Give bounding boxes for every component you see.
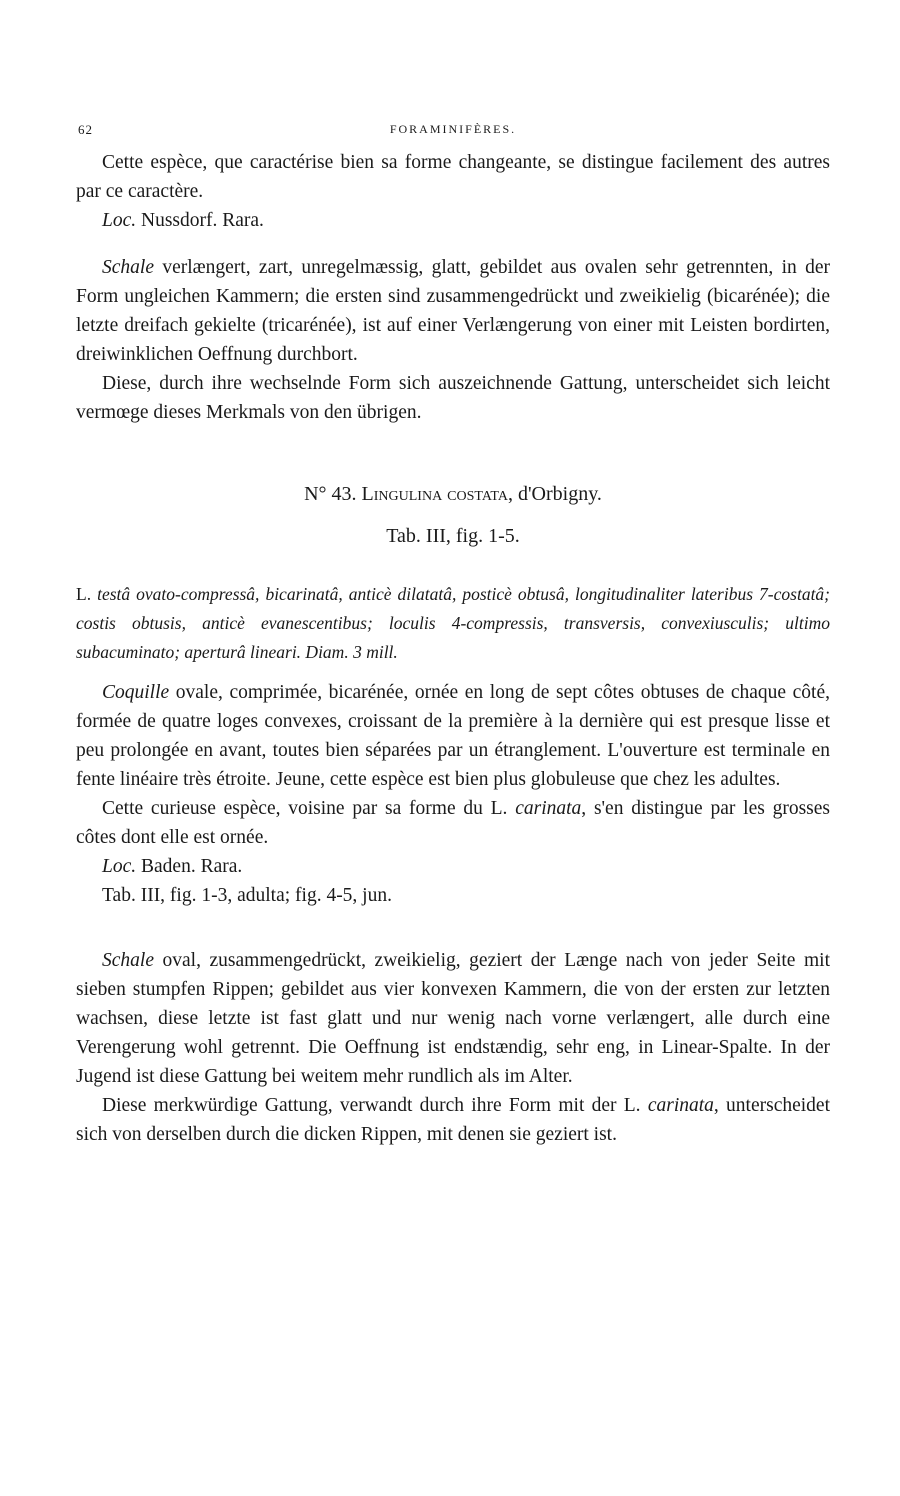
species-heading [76, 483, 830, 506]
text-part: , s'en distingue par les grosses côtes dont elle est ornée. [76, 798, 830, 848]
german-paragraph-text: oval, zusammengedrückt, zweikielig, geziert der Længe nach von jeder Seite mit sieben stumpfen Rippen; gebildet aus vier konvexen Kammern, die von der ersten zur letzten wachsen, diese letzte ist fast glatt und nur wenig nach vorne verlængert, alle durch eine Verengerung wohl getrennt. Die Oeffnung ist endstændig, sehr eng, in Linear-Spalte. In der Jugend ist diese Gattung bei weitem mehr rundlich als im Alter. [76, 950, 830, 1087]
text-part: Diese merkwürdige Gattung, verwandt durch ihre Form mit der L. [102, 1095, 641, 1116]
latin-initial: L. [76, 584, 92, 604]
latin-diagnosis-text: testâ ovato-compressâ, bicarinatâ, anticè dilatatâ, posticè obtusâ, longitudinaliter lateribus 7-costatâ; costis obtusis, anticè evanescentibus; loculis 4-compressis, transversis, convexiusculis; ultimo subacuminato; aperturâ lineari. Diam. 3 mill. [76, 584, 831, 662]
french-text-continued [76, 148, 830, 235]
german-paragraph-text: verlængert, zart, unregelmæssig, glatt, gebildet aus ovalen sehr getrennten, in der Form ungleichen Kammern; die ersten sind zusammengedrückt und zweikielig (bicarénée); die letzte dreifach gekielte (tricarénée), ist auf einer Verlængerung von einer mit Leisten bordirten, dreiwinklichen Oeffnung durchbort. [76, 257, 830, 365]
german-paragraph: Diese, durch ihre wechselnde Form sich auszeichnende Gattung, unterscheidet sich leicht vermœge dieses Merkmals von den übrigen. [76, 373, 830, 423]
french-paragraph [76, 678, 830, 794]
text-part: , unterscheidet sich von derselben durch die dicken Rippen, mit denen sie geziert ist. [76, 1095, 831, 1145]
italic-taxon: carinata [647, 1095, 714, 1116]
species-name: Lingulina costata, [361, 483, 513, 505]
locality-line [76, 206, 830, 235]
schale-label: Schale [102, 950, 154, 971]
species-number: N° 43. [304, 483, 357, 505]
french-paragraph: Cette espèce, que caractérise bien sa forme changeante, se distingue facilement des autres par ce caractère. [76, 152, 830, 202]
running-title: FORAMINIFÈRES. [389, 122, 517, 136]
french-description [76, 678, 830, 910]
loc-label: Loc. [102, 210, 137, 231]
loc-label: Loc. [102, 856, 137, 877]
page-number: 62 [78, 122, 93, 137]
german-description [76, 946, 830, 1149]
german-paragraph [76, 1091, 830, 1149]
locality-text: Baden. Rara. [141, 856, 243, 877]
running-head [78, 122, 828, 142]
german-text-continued [76, 253, 830, 427]
plate-reference: Tab. III, fig. 1-5. [386, 525, 520, 547]
text-part: Cette curieuse espèce, voisine par sa forme du L. [102, 798, 508, 819]
german-paragraph [76, 946, 830, 1091]
french-paragraph-text: ovale, comprimée, bicarénée, ornée en long de sept côtes obtuses de chaque côté, formée de quatre loges convexes, croissant de la première à la dernière qui est presque lisse et peu prolongée en avant, toutes bien séparées par un étranglement. L'ouverture est terminale en fente linéaire très étroite. Jeune, cette espèce est bien plus globuleuse que chez les adultes. [76, 682, 831, 790]
latin-diagnosis [76, 580, 830, 667]
tab-line: Tab. III, fig. 1-3, adulta; fig. 4-5, jun. [102, 885, 392, 906]
french-paragraph [76, 794, 830, 852]
species-author: d'Orbigny. [517, 483, 602, 505]
schale-label: Schale [102, 257, 154, 278]
coquille-label: Coquille [102, 682, 170, 703]
locality-text: Nussdorf. Rara. [141, 210, 264, 231]
german-paragraph [76, 253, 830, 369]
italic-taxon: carinata [515, 798, 582, 819]
locality-line [76, 852, 830, 881]
